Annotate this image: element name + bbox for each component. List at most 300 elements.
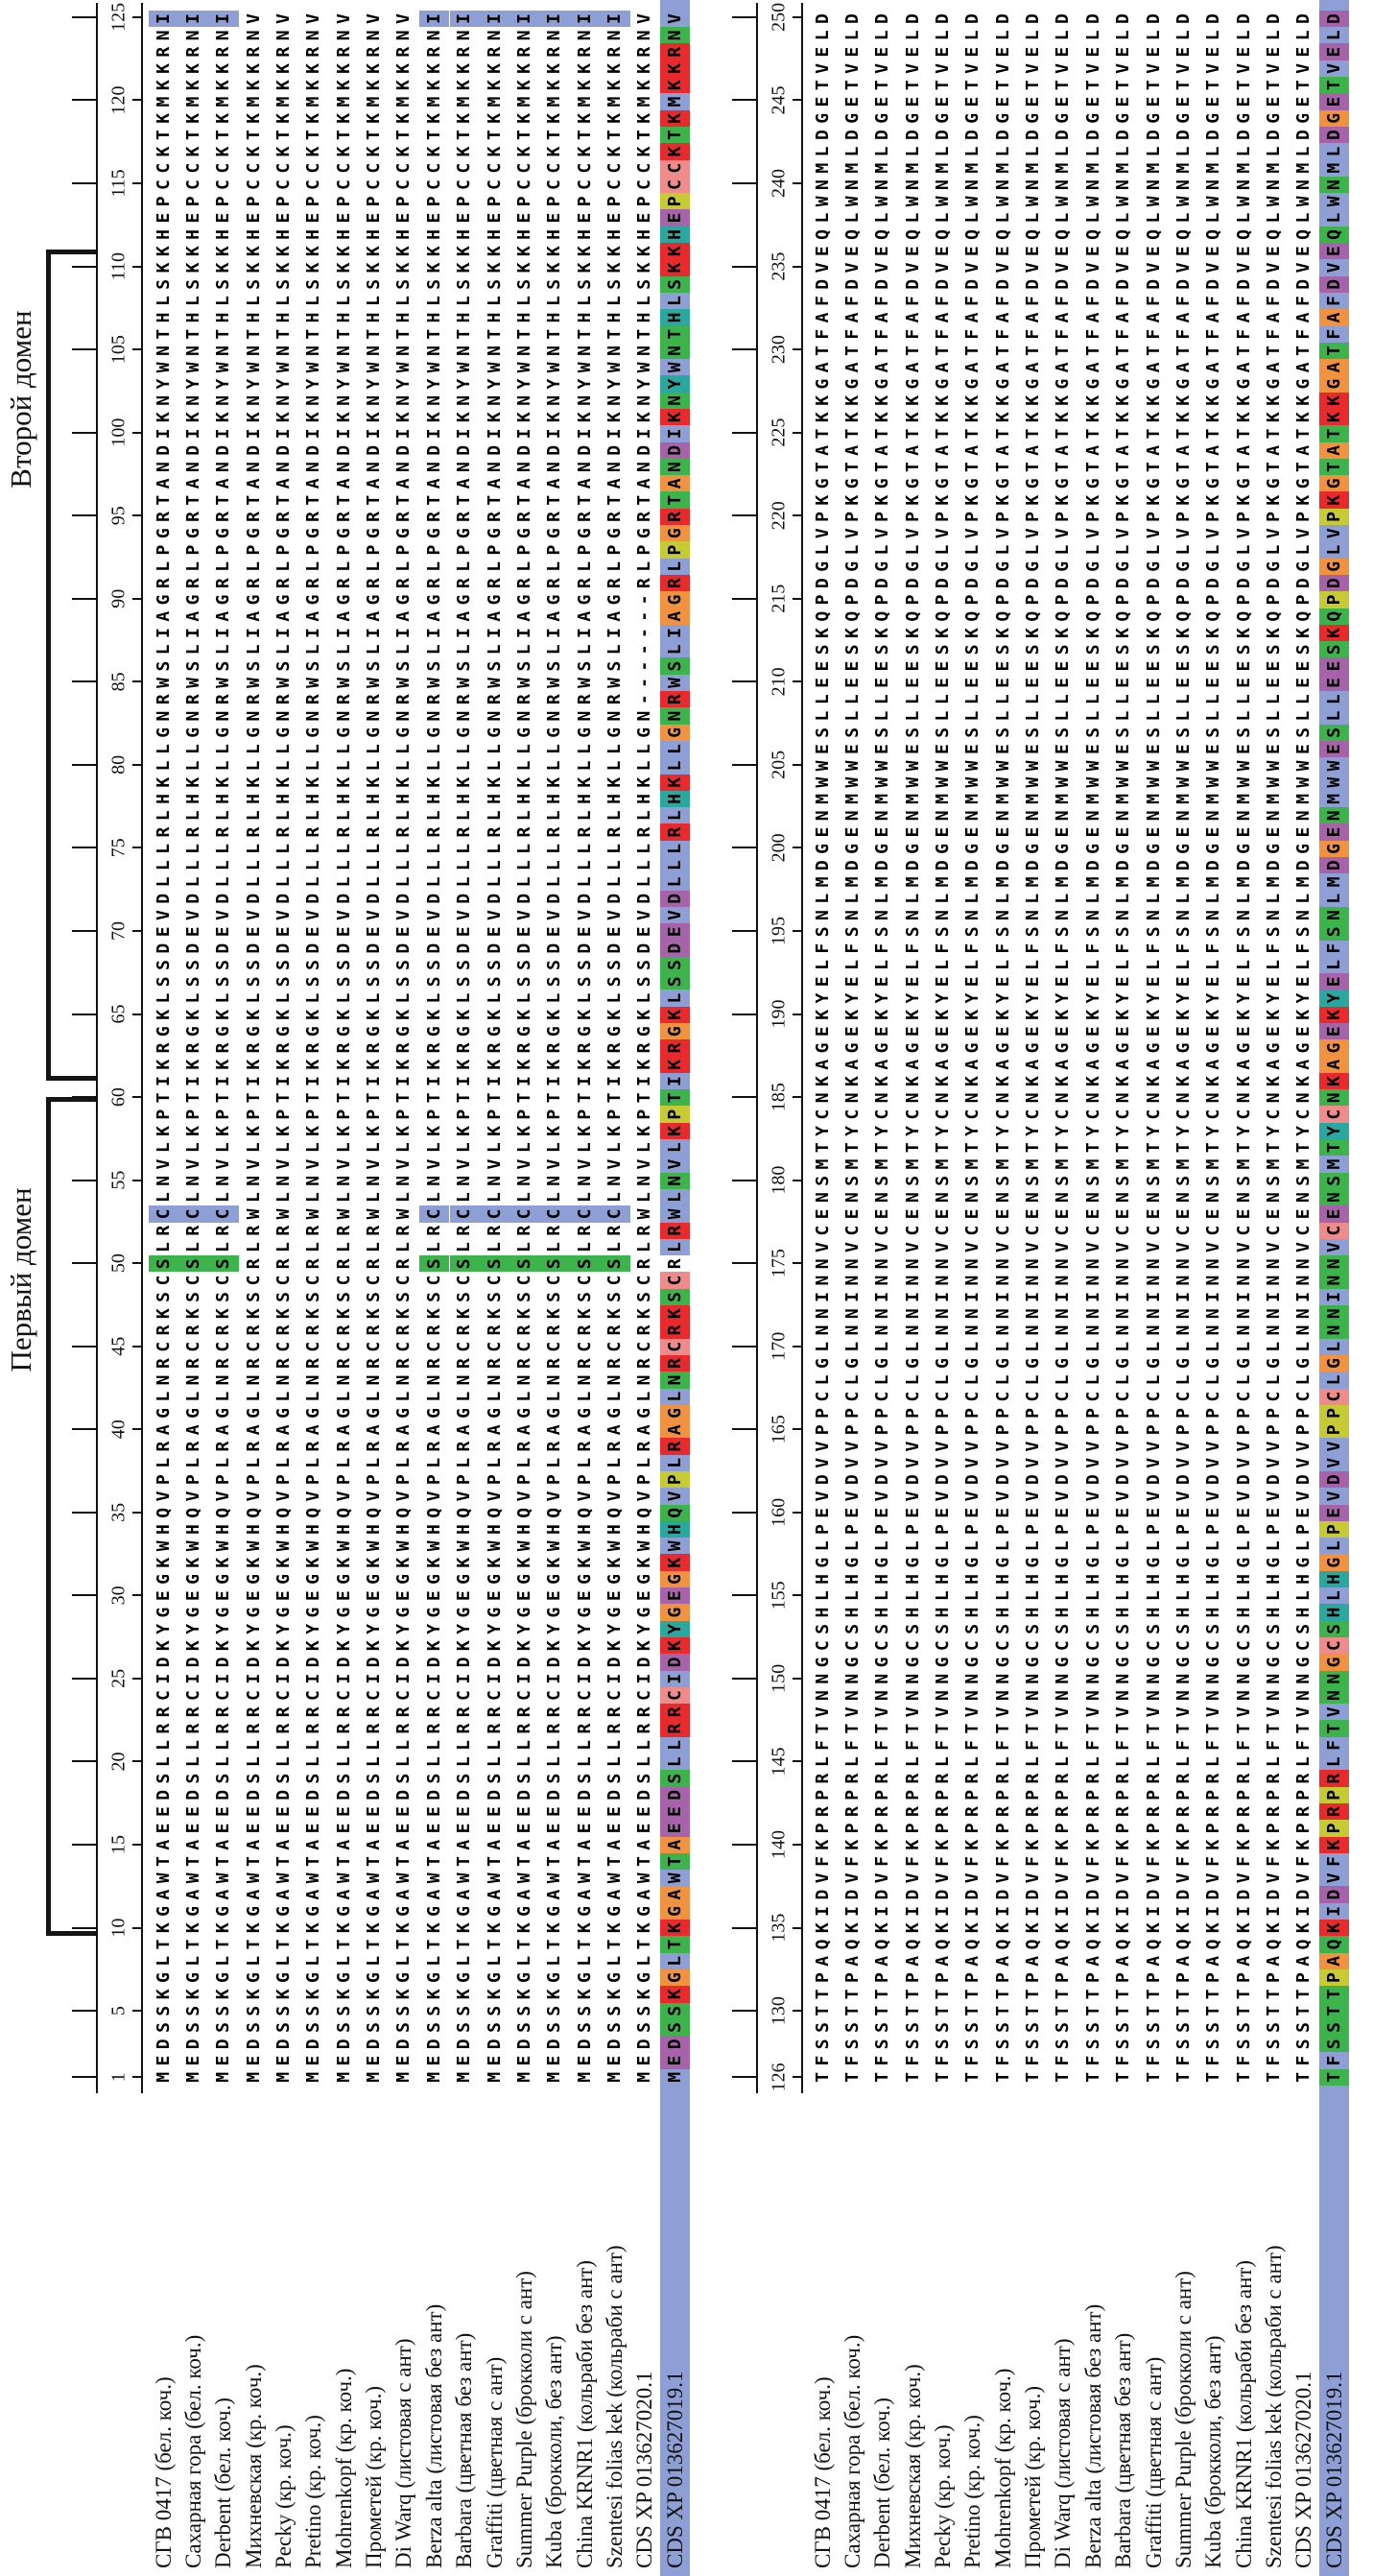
residue-cell: E — [303, 212, 324, 224]
residue-cell: C — [213, 1690, 234, 1701]
residue-cell: L — [574, 561, 595, 572]
residue-cell: W — [962, 196, 983, 207]
residue-cell: K — [364, 63, 385, 74]
residue-cell: T — [1233, 428, 1254, 440]
residue-cell: A — [213, 1889, 234, 1900]
residue-cell: G — [513, 1972, 534, 1983]
residue-cell: I — [393, 1673, 414, 1684]
residue-cell: F — [992, 2055, 1013, 2066]
residue-cell: K — [902, 412, 923, 423]
residue-cell: S — [183, 1773, 204, 1784]
residue-cell: N — [1263, 1092, 1284, 1104]
residue-cell: L — [544, 561, 565, 572]
residue-cell: M — [634, 2071, 655, 2083]
residue-cell: W — [393, 678, 414, 688]
residue-cell: S — [812, 2039, 833, 2050]
residue-cell: T — [333, 1856, 354, 1867]
residue-cell: F — [842, 296, 864, 307]
residue-cell: G — [962, 843, 983, 854]
residue-cell: T — [933, 2005, 954, 2016]
residue-cell: S — [303, 1291, 324, 1302]
residue-cell: K — [604, 1308, 625, 1320]
residue-cell: C — [1233, 1391, 1254, 1402]
residue-cell: G — [1172, 1557, 1194, 1568]
sequence-row — [239, 0, 269, 2576]
residue-cell: L — [454, 992, 475, 1004]
residue-cell: N — [962, 1308, 983, 1320]
residue-cell: L — [902, 1374, 923, 1386]
residue-cell: G — [153, 727, 174, 738]
residue-cell: K — [243, 63, 264, 74]
residue-cell: D — [1263, 13, 1284, 24]
residue-cell: E — [1053, 660, 1074, 672]
residue-cell: A — [213, 1424, 234, 1436]
residue-cell: L — [393, 810, 414, 822]
residue-cell: N — [1053, 1092, 1074, 1104]
residue-cell: E — [992, 1026, 1013, 1038]
residue-cell: Q — [1113, 610, 1134, 622]
residue-cell: T — [660, 1936, 690, 1952]
tick-mark — [793, 1678, 801, 1680]
residue-cell: T — [872, 2071, 893, 2083]
residue-cell: L — [243, 1756, 264, 1768]
residue-cell: C — [544, 179, 565, 190]
residue-cell: N — [1023, 1275, 1044, 1286]
residue-cell: V — [1023, 63, 1044, 74]
residue-cell: D — [1023, 13, 1044, 24]
residue-cell: A — [423, 610, 444, 622]
residue-cell: N — [364, 1175, 385, 1186]
residue-cell: G — [454, 1607, 475, 1618]
residue-cell: D — [812, 278, 833, 290]
residue-cell: F — [933, 1740, 954, 1751]
residue-cell: P — [1082, 1823, 1103, 1834]
residue-cell: K — [243, 412, 264, 423]
residue-cell: M — [1113, 876, 1134, 888]
residue-cell: L — [393, 1242, 414, 1252]
residue-cell: A — [1233, 312, 1254, 323]
residue-cell: R — [660, 1704, 690, 1720]
residue-cell: E — [1053, 46, 1074, 58]
residue-cell: G — [213, 1408, 234, 1419]
residue-cell: N — [634, 346, 655, 356]
residue-cell: K — [273, 1922, 295, 1934]
residue-cell: M — [1293, 1158, 1314, 1170]
residue-cell: V — [544, 1158, 565, 1170]
residue-cell: K — [1263, 1009, 1284, 1020]
residue-cell: G — [812, 1358, 833, 1370]
residue-cell: T — [933, 80, 954, 91]
residue-cell: N — [243, 1175, 264, 1186]
residue-cell: N — [902, 1192, 923, 1204]
seq-name: China KRNR1 (кольраби без ант) — [572, 2259, 597, 2568]
residue-cell: N — [544, 1374, 565, 1386]
residue-cell: G — [393, 1972, 414, 1983]
residue-cell: G — [1233, 1657, 1254, 1668]
residue-cell: F — [1319, 2052, 1349, 2068]
residue-cell: K — [872, 412, 893, 423]
residue-cell: Y — [1203, 1126, 1224, 1136]
residue-cell: D — [364, 942, 385, 954]
residue-cell: A — [513, 1424, 534, 1436]
residue-cell: V — [660, 1156, 690, 1172]
residue-cell: F — [1319, 326, 1349, 343]
residue-cell: N — [1113, 810, 1134, 822]
residue-cell: A — [1023, 1955, 1044, 1967]
residue-cell: M — [213, 2071, 234, 2083]
residue-cell: K — [842, 394, 864, 406]
residue-cell: C — [842, 1391, 864, 1402]
residue-cell: N — [872, 1673, 893, 1684]
tick-mark — [793, 1927, 801, 1929]
residue-cell: I — [513, 628, 534, 638]
residue-cell: T — [842, 2005, 864, 2016]
residue-cell: D — [364, 444, 385, 456]
seq-name: Mohrenkopf (кр. коч.) — [990, 2368, 1015, 2568]
residue-cell: S — [1293, 1175, 1314, 1186]
residue-cell: L — [393, 1756, 414, 1768]
residue-cell: C — [484, 1275, 505, 1286]
residue-cell: H — [1082, 1574, 1103, 1585]
residue-cell: P — [992, 594, 1013, 606]
residue-cell: G — [423, 528, 444, 539]
residue-cell: K — [842, 628, 864, 638]
residue-cell: S — [243, 660, 264, 672]
residue-cell: G — [513, 1408, 534, 1419]
residue-cell: K — [1023, 628, 1044, 638]
residue-cell: A — [183, 1424, 204, 1436]
residue-cell: L — [243, 744, 264, 755]
residue-cell: L — [660, 741, 690, 757]
residue-cell: I — [992, 1905, 1013, 1917]
residue-cell: N — [1113, 1258, 1134, 1270]
residue-cell: K — [484, 246, 505, 257]
residue-cell: E — [454, 2055, 475, 2066]
residue-cell: P — [1233, 512, 1254, 522]
residue-cell: E — [842, 246, 864, 257]
residue-cell: N — [842, 1275, 864, 1286]
residue-cell: E — [513, 1590, 534, 1602]
tick-mark — [72, 16, 96, 18]
residue-cell: E — [1053, 826, 1074, 838]
residue-cell: S — [604, 660, 625, 672]
residue-cell: L — [393, 1391, 414, 1402]
residue-cell: E — [933, 246, 954, 257]
residue-cell: K — [303, 1308, 324, 1320]
residue-cell: G — [303, 1574, 324, 1585]
residue-cell: P — [153, 544, 174, 556]
residue-cell: K — [872, 1922, 893, 1934]
residue-cell: F — [1113, 1740, 1134, 1751]
residue-cell: D — [454, 893, 475, 904]
residue-cell: I — [333, 1076, 354, 1086]
residue-cell: H — [872, 1574, 893, 1585]
residue-cell: K — [992, 1922, 1013, 1934]
residue-cell: L — [962, 30, 983, 41]
residue-cell: K — [933, 494, 954, 506]
residue-cell: T — [1263, 1989, 1284, 2000]
residue-cell: W — [423, 362, 444, 373]
residue-cell: L — [333, 296, 354, 307]
residue-cell: S — [574, 1291, 595, 1302]
residue-cell: P — [660, 1106, 690, 1122]
residue-cell: V — [1023, 1457, 1044, 1468]
residue-cell: R — [1172, 1806, 1194, 1818]
residue-cell: K — [393, 1126, 414, 1136]
residue-cell: M — [1203, 876, 1224, 888]
residue-cell: L — [1053, 212, 1074, 224]
residue-cell: Y — [454, 1623, 475, 1634]
residue-cell: S — [484, 960, 505, 970]
residue-cell: L — [423, 296, 444, 307]
residue-cell: G — [513, 727, 534, 738]
residue-cell: S — [660, 2019, 690, 2036]
residue-cell: N — [423, 394, 444, 406]
residue-cell: T — [1023, 2005, 1044, 2016]
residue-cell: R — [1113, 1806, 1134, 1818]
residue-cell: R — [423, 1324, 444, 1336]
residue-cell: L — [544, 1142, 565, 1154]
residue-cell: G — [604, 1905, 625, 1917]
residue-cell: Y — [1143, 1126, 1164, 1136]
residue-cell: - — [634, 628, 655, 638]
residue-cell: L — [842, 1540, 864, 1552]
residue-cell: S — [303, 2022, 324, 2033]
residue-cell: C — [1263, 1640, 1284, 1652]
residue-cell: K — [1319, 625, 1349, 641]
residue-cell: C — [213, 179, 234, 190]
residue-cell: T — [183, 130, 204, 141]
residue-cell: A — [1082, 312, 1103, 323]
residue-cell: I — [364, 428, 385, 440]
residue-cell: T — [1172, 346, 1194, 356]
residue-cell: L — [1053, 1756, 1074, 1768]
residue-cell: P — [812, 1424, 833, 1436]
residue-cell: N — [1233, 1673, 1254, 1684]
residue-cell: K — [1319, 409, 1349, 425]
residue-cell: V — [273, 1491, 295, 1502]
residue-cell: L — [634, 810, 655, 822]
residue-cell: V — [933, 1872, 954, 1884]
residue-cell: E — [364, 2055, 385, 2066]
residue-cell: G — [634, 528, 655, 539]
residue-cell: D — [660, 941, 690, 957]
residue-cell: G — [213, 727, 234, 738]
residue-cell: S — [992, 644, 1013, 656]
residue-cell: R — [243, 1441, 264, 1452]
residue-cell: K — [544, 246, 565, 257]
residue-cell: N — [1172, 910, 1194, 920]
residue-cell: S — [273, 1291, 295, 1302]
tick-mark — [793, 1760, 801, 1762]
residue-cell: P — [1113, 1823, 1134, 1834]
residue-cell: D — [1143, 578, 1164, 589]
residue-cell: G — [1082, 378, 1103, 390]
residue-cell: E — [1293, 678, 1314, 688]
residue-cell: G — [1082, 1557, 1103, 1568]
residue-cell: G — [364, 1905, 385, 1917]
tick-mark — [793, 930, 801, 932]
sequence-row — [1109, 0, 1139, 2576]
residue-cell: K — [333, 1009, 354, 1020]
residue-cell: L — [992, 893, 1013, 904]
residue-cell: C — [243, 162, 264, 174]
residue-cell: N — [243, 710, 264, 722]
residue-cell: E — [1082, 1208, 1103, 1220]
residue-cell: A — [243, 1889, 264, 1900]
residue-cell: K — [213, 412, 234, 423]
residue-cell: R — [213, 46, 234, 58]
residue-cell: S — [1203, 2039, 1224, 2050]
residue-cell: E — [872, 744, 893, 755]
residue-cell: G — [1172, 561, 1194, 572]
residue-cell: P — [513, 544, 534, 556]
residue-cell: R — [303, 1225, 324, 1236]
residue-cell: T — [1082, 2005, 1103, 2016]
residue-cell: K — [273, 776, 295, 788]
residue-cell: L — [574, 1955, 595, 1967]
residue-cell: L — [243, 1192, 264, 1204]
residue-cell: G — [1082, 843, 1103, 854]
residue-cell: H — [660, 227, 690, 243]
residue-cell: L — [1263, 1590, 1284, 1602]
tick-mark — [72, 680, 96, 682]
residue-cell: N — [902, 1275, 923, 1286]
residue-cell: K — [393, 1557, 414, 1568]
residue-cell: L — [153, 1142, 174, 1154]
residue-cell: A — [213, 610, 234, 622]
residue-cell: V — [1172, 1706, 1194, 1718]
residue-cell: T — [1113, 462, 1134, 472]
ruler-tick-label: 35 — [107, 1502, 130, 1522]
residue-cell: D — [902, 278, 923, 290]
residue-cell: R — [333, 1706, 354, 1718]
residue-cell: V — [243, 1158, 264, 1170]
residue-cell: R — [213, 512, 234, 522]
residue-cell: K — [1053, 1839, 1074, 1850]
residue-cell: D — [513, 893, 534, 904]
seq-name: Di Warq (листовая с ант) — [1051, 2338, 1076, 2568]
residue-cell: D — [423, 942, 444, 954]
residue-cell: R — [333, 1324, 354, 1336]
tick-mark — [732, 1428, 756, 1430]
residue-cell: N — [1143, 1673, 1164, 1684]
residue-cell: S — [1082, 644, 1103, 656]
residue-cell: A — [872, 1955, 893, 1967]
residue-cell: H — [153, 228, 174, 240]
residue-cell: A — [544, 1424, 565, 1436]
residue-cell: R — [574, 1225, 595, 1236]
residue-cell: S — [333, 1773, 354, 1784]
residue-cell: W — [1113, 760, 1134, 772]
residue-cell: L — [660, 857, 690, 873]
tick-mark — [732, 680, 756, 682]
residue-cell: R — [513, 826, 534, 838]
residue-cell: M — [660, 2069, 690, 2086]
residue-cell: S — [1233, 2022, 1254, 2033]
residue-cell: G — [660, 1023, 690, 1039]
residue-cell: H — [1319, 1571, 1349, 1587]
residue-cell: A — [604, 1839, 625, 1850]
residue-cell: G — [1113, 378, 1134, 390]
residue-cell: G — [1263, 1358, 1284, 1370]
ruler-tick-label: 40 — [107, 1419, 130, 1440]
residue-cell: N — [153, 30, 174, 41]
residue-cell: R — [513, 1324, 534, 1336]
residue-cell: H — [660, 791, 690, 807]
residue-cell: G — [303, 1905, 324, 1917]
residue-cell: V — [484, 910, 505, 920]
residue-cell: E — [423, 1590, 444, 1602]
residue-cell: G — [842, 561, 864, 572]
residue-cell: R — [513, 1225, 534, 1236]
residue-cell: S — [634, 1291, 655, 1302]
residue-cell: S — [902, 644, 923, 656]
residue-cell: M — [303, 2071, 324, 2083]
residue-cell: I — [1319, 1903, 1349, 1920]
residue-cell: R — [243, 1042, 264, 1054]
residue-cell: S — [423, 660, 444, 672]
residue-cell: K — [153, 1922, 174, 1934]
residue-cell: E — [660, 923, 690, 940]
residue-cell: I — [393, 428, 414, 440]
residue-cell: L — [1203, 1590, 1224, 1602]
residue-cell: A — [1319, 1953, 1349, 1969]
residue-cell: L — [513, 843, 534, 854]
seq-name: Pretino (кр. коч.) — [960, 2415, 985, 2568]
residue-cell: G — [484, 594, 505, 606]
residue-cell: N — [364, 346, 385, 356]
residue-cell: Q — [484, 1507, 505, 1518]
tick-mark — [732, 2010, 756, 2012]
residue-cell: P — [1053, 1789, 1074, 1801]
residue-cell: E — [1233, 976, 1254, 988]
residue-cell: V — [604, 910, 625, 920]
residue-cell: S — [364, 278, 385, 290]
residue-cell: K — [273, 262, 295, 274]
residue-cell: L — [933, 710, 954, 722]
residue-cell: P — [1233, 594, 1254, 606]
residue-cell: G — [183, 1026, 204, 1038]
residue-cell: T — [574, 1856, 595, 1867]
residue-cell: R — [333, 694, 354, 705]
residue-cell: R — [574, 1358, 595, 1370]
residue-cell: W — [183, 1540, 204, 1552]
residue-cell: A — [1172, 444, 1194, 456]
residue-cell: K — [1023, 394, 1044, 406]
residue-cell: S — [992, 1623, 1013, 1634]
residue-cell: D — [1113, 1474, 1134, 1486]
domain-bracket-end — [46, 1076, 97, 1081]
residue-cell: G — [303, 594, 324, 606]
residue-cell: K — [153, 776, 174, 788]
residue-cell: H — [1233, 1607, 1254, 1618]
residue-cell: C — [604, 162, 625, 174]
residue-cell: G — [992, 1042, 1013, 1054]
residue-cell: E — [364, 212, 385, 224]
residue-cell: D — [423, 1657, 444, 1668]
tick-mark — [732, 99, 756, 101]
residue-cell: L — [544, 1756, 565, 1768]
residue-cell: T — [1113, 2071, 1134, 2083]
residue-cell: I — [303, 1076, 324, 1086]
residue-cell: M — [992, 876, 1013, 888]
residue-cell: G — [423, 594, 444, 606]
residue-cell: G — [1233, 843, 1254, 854]
residue-cell: N — [303, 30, 324, 41]
residue-cell: H — [962, 1607, 983, 1618]
residue-cell: K — [454, 1989, 475, 2000]
